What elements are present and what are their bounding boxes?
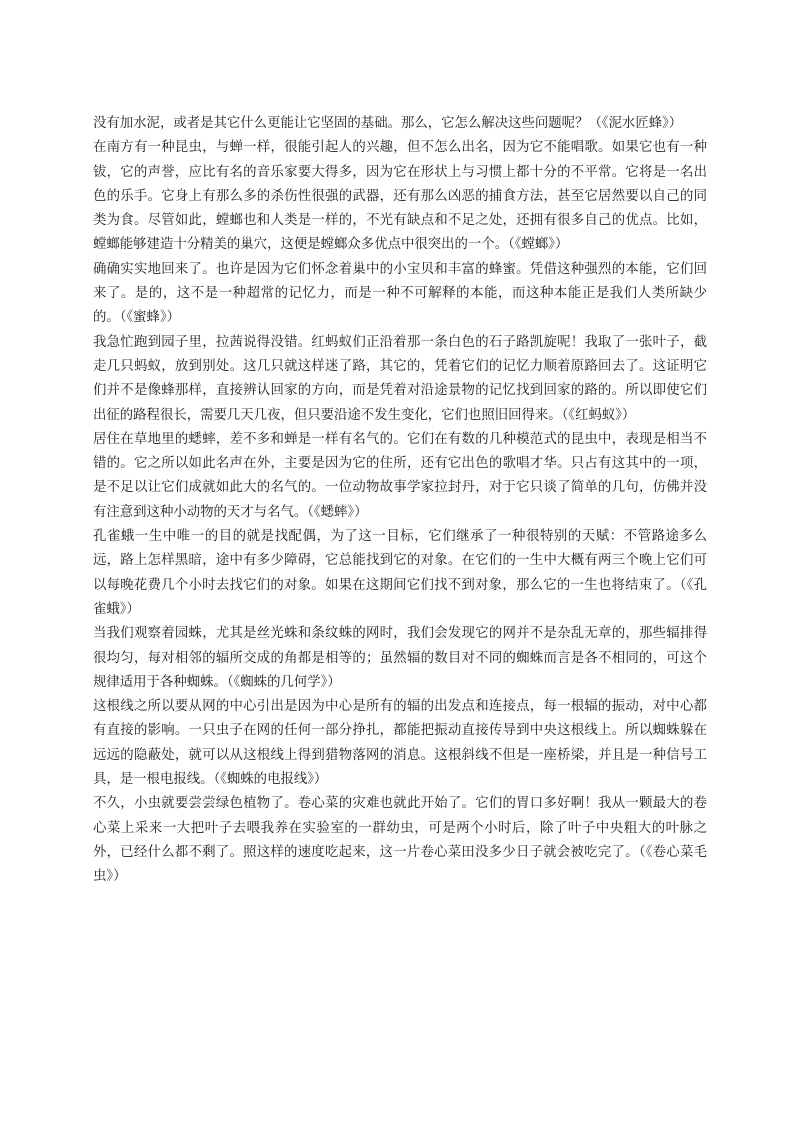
paragraph-cabbage-caterpillar: 不久，小虫就要尝尝绿色植物了。卷心菜的灾难也就此开始了。它们的胃口多好啊！我从一颗最大的卷心菜上采来一大把叶子去喂我养在实验室的一群幼虫，可是两个小时后，除了叶子中央粗大的叶脉之外，已经什么都不剩了。照这样的速度吃起来，这一片卷心菜田没多少日子就会被吃完了。（《卷心菜毛虫》） [93, 796, 707, 885]
paragraph-honeybee: 确确实实地回来了。也许是因为它们怀念着巢中的小宝贝和丰富的蜂蜜。凭借这种强烈的本能，它们回来了。是的，这不是一种超常的记忆力，而是一种不可解释的本能，而这种本能正是我们人类所缺少的。（《蜜蜂》） [93, 261, 707, 326]
paragraph-mantis: 在南方有一种昆虫，与蝉一样，很能引起人的兴趣，但不怎么出名，因为它不能唱歌。如果它也有一种钹，它的声誉，应比有名的音乐家要大得多，因为它在形状上与习惯上都十分的不平常。它将是一名出色的乐手。它身上有那么多的杀伤性很强的武器，还有那么凶恶的捕食方法，甚至它居然要以自己的同类为食。尽管如此，螳螂也和人类是一样的，不光有缺点和不足之处，还拥有很多自己的优点。比如，螳螂能够建造十分精美的巢穴，这便是螳螂众多优点中很突出的一个。（《螳螂》） [93, 140, 707, 253]
paragraph-cricket: 居住在草地里的蟋蟀，差不多和蝉是一样有名气的。它们在有数的几种模范式的昆虫中，表现是相当不错的。它之所以如此名声在外，主要是因为它的住所，还有它出色的歌唱才华。只占有这其中的一项，是不足以让它们成就如此大的名气的。一位动物故事学家拉封丹，对于它只谈了简单的几句，仿佛并没有注意到这种小动物的天才与名气。（《蟋蟀》） [93, 431, 707, 520]
paragraph-spider-telegraph: 这根线之所以要从网的中心引出是因为中心是所有的辐的出发点和连接点，每一根辐的振动，对中心都有直接的影响。一只虫子在网的任何一部分挣扎，都能把振动直接传导到中央这根线上。所以蜘蛛躲在远远的隐蔽处，就可以从这根线上得到猎物落网的消息。这根斜线不但是一座桥梁，并且是一种信号工具，是一根电报线。（《蜘蛛的电报线》） [93, 699, 707, 788]
paragraph-spider-geometry: 当我们观察着园蛛，尤其是丝光蛛和条纹蛛的网时，我们会发现它的网并不是杂乱无章的，那些辐排得很均匀，每对相邻的辐所交成的角都是相等的；虽然辐的数目对不同的蜘蛛而言是各不相同的，可这个规律适用于各种蜘蛛。（《蜘蛛的几何学》） [93, 626, 707, 690]
paragraph-red-ant: 我急忙跑到园子里，拉茜说得没错。红蚂蚁们正沿着那一条白色的石子路凯旋呢！我取了一张叶子，截走几只蚂蚁，放到别处。这几只就这样迷了路，其它的，凭着它们的记忆力顺着原路回去了。这证明它们并不是像蜂那样，直接辨认回家的方向，而是凭着对沿途景物的记忆找到回家的路的。所以即使它们出征的路程很长，需要几天几夜，但只要沿途不发生变化，它们也照旧回得来。（《红蚂蚁》） [93, 334, 707, 423]
paragraph-peacock-moth: 孔雀蛾一生中唯一的目的就是找配偶，为了这一目标，它们继承了一种很特别的天赋：不管路途多么远，路上怎样黑暗，途中有多少障碍，它总能找到它的对象。在它们的一生中大概有两三个晚上它们可以每晚花费几个小时去找它们的对象。如果在这期间它们找不到对象，那么它的一生也将结束了。（《孔雀蛾》） [93, 529, 707, 617]
paragraph-mason-bee: 没有加水泥，或者是其它什么更能让它坚固的基础。那么，它怎么解决这些问题呢？（《泥水匠蜂》） [93, 116, 683, 131]
document-body [93, 112, 707, 890]
